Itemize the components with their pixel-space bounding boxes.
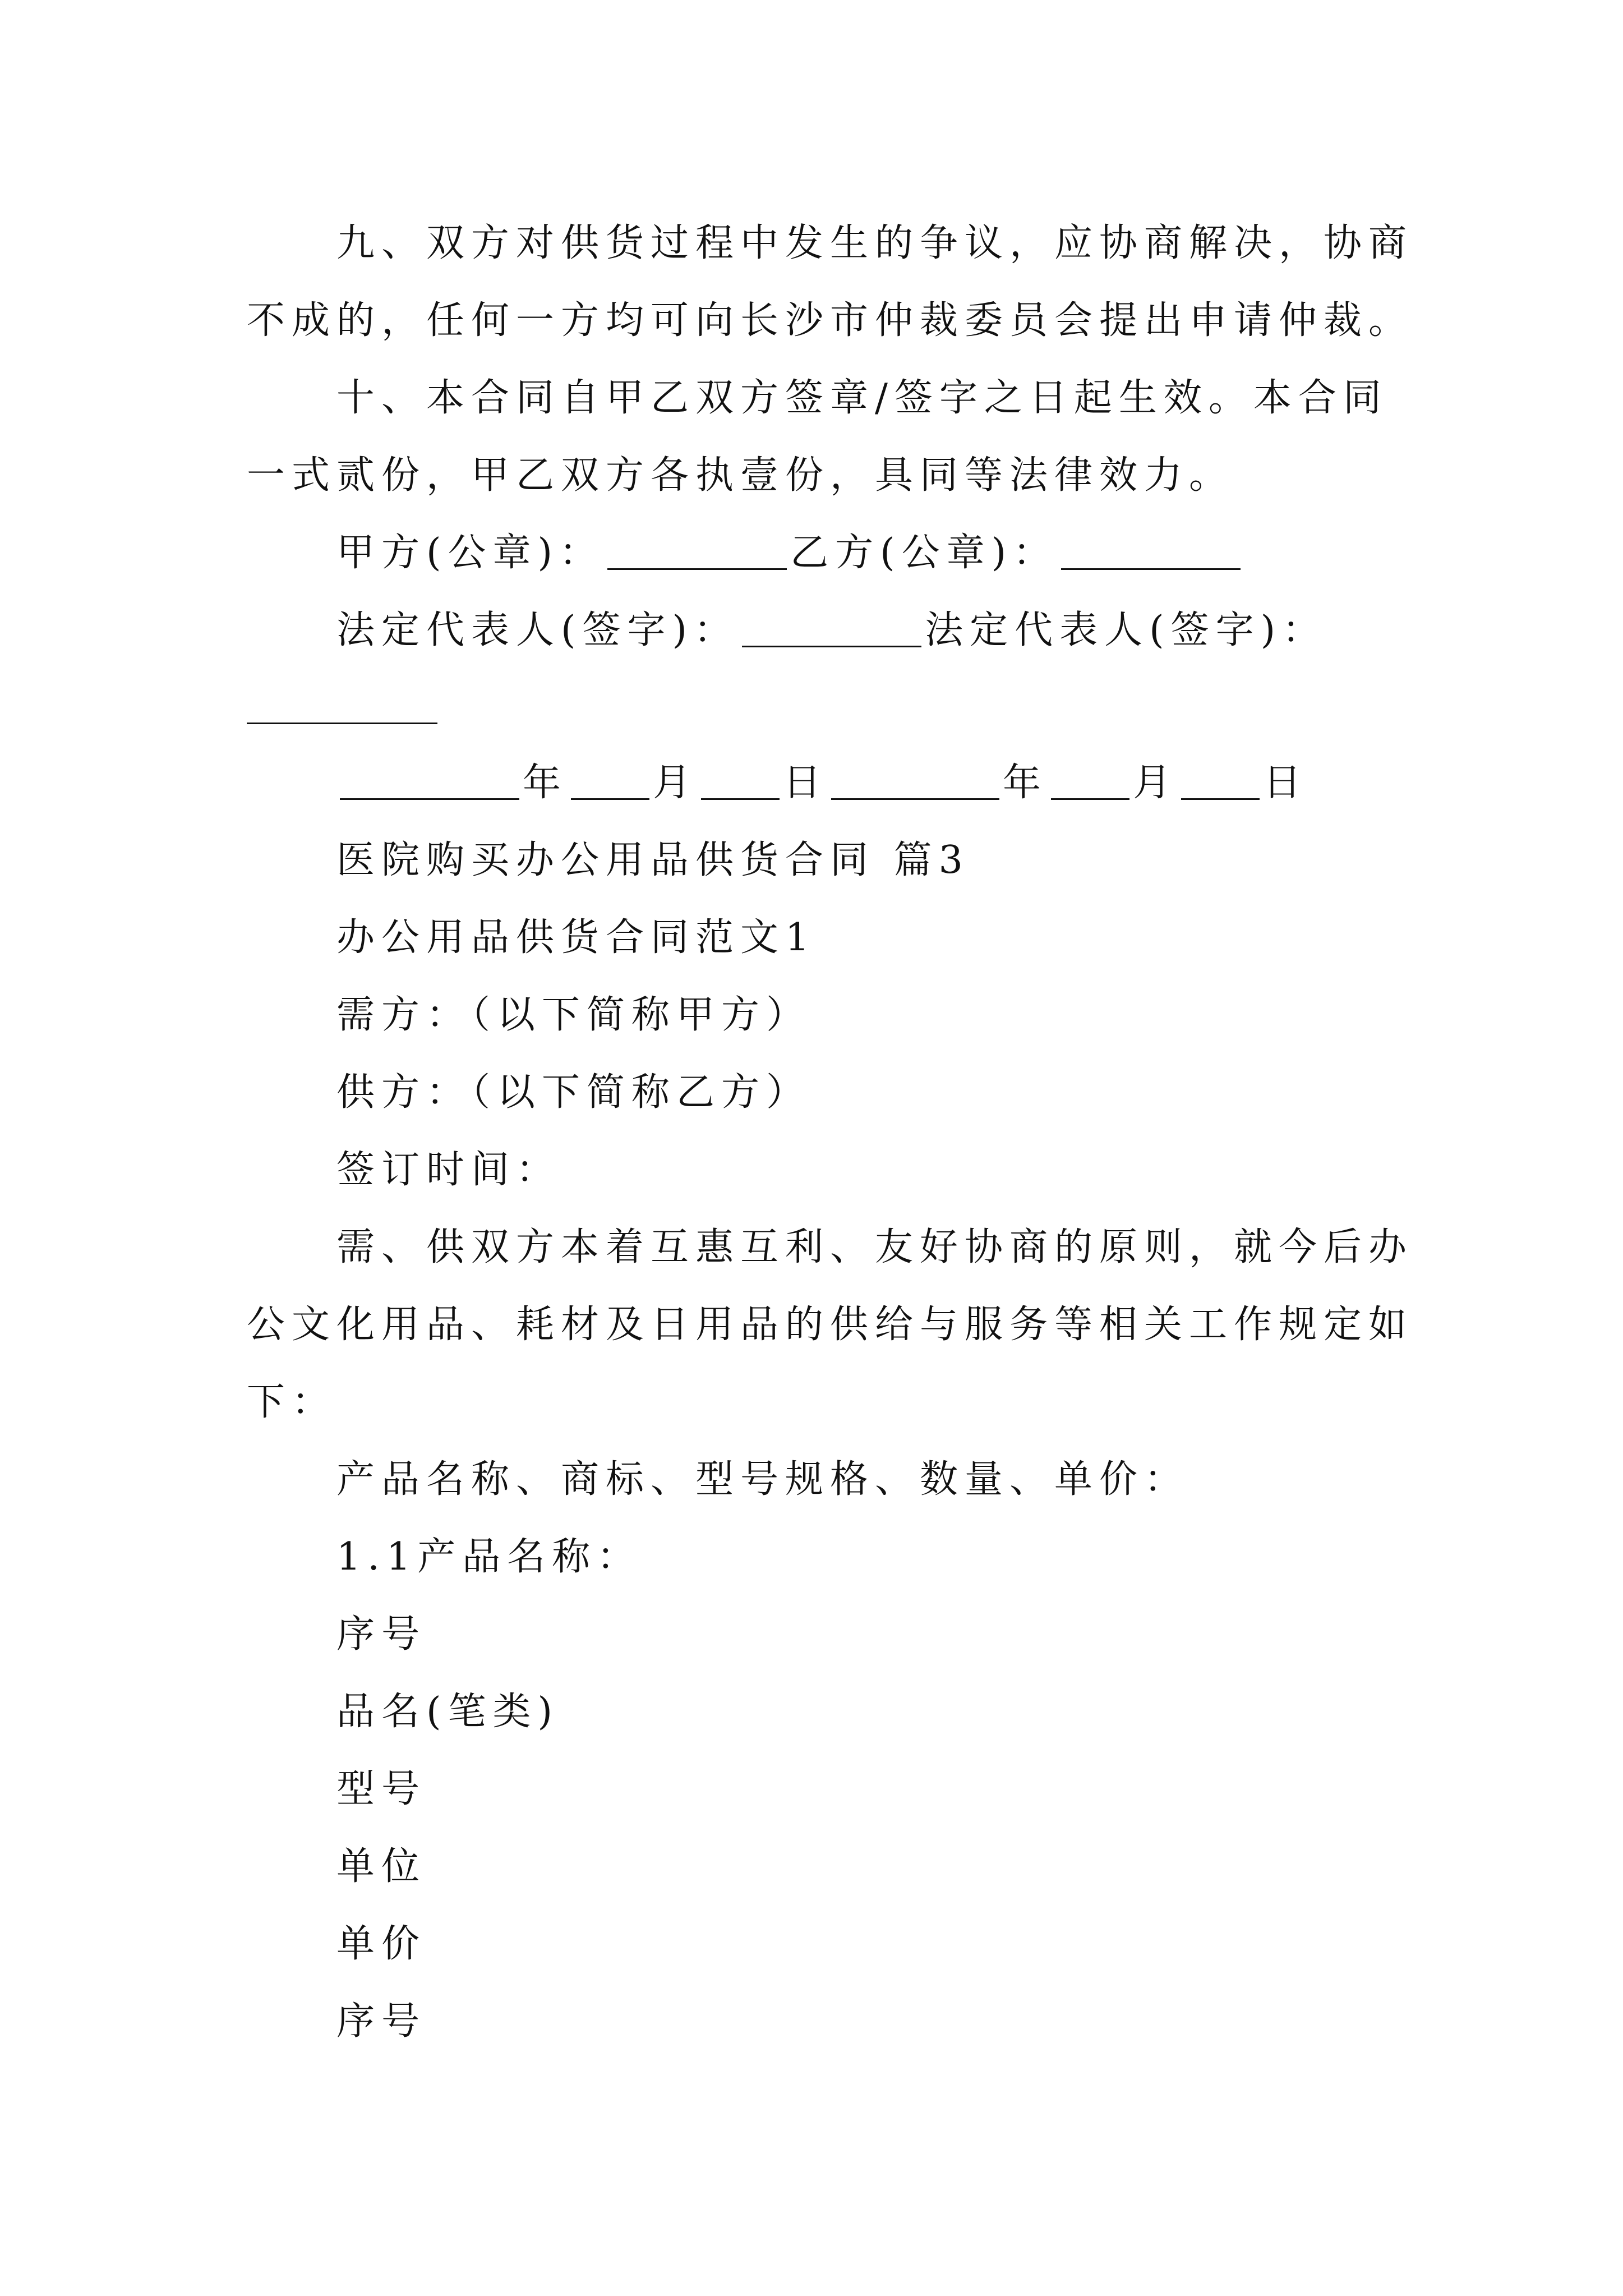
party-b-day-blank bbox=[1181, 769, 1260, 800]
party-b-day-label: 日 bbox=[1263, 761, 1308, 805]
party-b-seal-blank bbox=[1061, 539, 1241, 570]
party-b-rep-label: 法定代表人(签字)： bbox=[925, 608, 1327, 652]
seal-line bbox=[336, 531, 1244, 575]
party-b-seal-label: 乙方(公章)： bbox=[790, 531, 1058, 575]
column-index: 序号 bbox=[336, 1612, 427, 1657]
party-a-day-blank bbox=[701, 769, 780, 800]
section-3-heading: 医院购买办公用品供货合同 篇3 bbox=[336, 838, 970, 882]
party-b-rep-blank bbox=[247, 723, 437, 724]
section-3-subheading: 办公用品供货合同范文1 bbox=[336, 915, 817, 960]
product-1-1: 1.1产品名称： bbox=[336, 1535, 642, 1579]
representative-line bbox=[336, 608, 1327, 652]
party-a-seal-blank bbox=[607, 539, 787, 570]
party-a-day-label: 日 bbox=[783, 761, 828, 805]
demand-party-line: 需方：（以下简称甲方） bbox=[336, 993, 811, 1037]
paragraph-10-line-1: 十、本合同自甲乙双方签章/签字之日起生效。本合同 bbox=[336, 376, 1388, 420]
paragraph-10-line-2: 一式贰份，甲乙双方各执壹份，具同等法律效力。 bbox=[247, 453, 1234, 498]
supply-party-line: 供方：（以下简称乙方） bbox=[336, 1070, 811, 1115]
party-b-year-label: 年 bbox=[1003, 761, 1048, 805]
sign-time-line: 签订时间： bbox=[336, 1148, 561, 1192]
party-a-seal-label: 甲方(公章)： bbox=[336, 531, 605, 575]
intro-line-3: 下： bbox=[247, 1380, 337, 1424]
party-b-month-blank bbox=[1051, 769, 1129, 800]
intro-line-2: 公文化用品、耗材及日用品的供给与服务等相关工作规定如 bbox=[247, 1303, 1414, 1347]
column-model: 型号 bbox=[336, 1767, 427, 1811]
column-unit: 单位 bbox=[336, 1844, 427, 1889]
paragraph-9-line-2: 不成的，任何一方均可向长沙市仲裁委员会提出申请仲裁。 bbox=[247, 298, 1414, 343]
party-a-year-blank bbox=[340, 769, 519, 800]
column-price: 单价 bbox=[336, 1922, 427, 1966]
intro-line-1: 需、供双方本着互惠互利、友好协商的原则，就今后办 bbox=[336, 1225, 1414, 1269]
column-name: 品名(笔类) bbox=[336, 1690, 560, 1734]
party-a-month-label: 月 bbox=[653, 761, 698, 805]
party-a-year-label: 年 bbox=[523, 761, 568, 805]
date-line bbox=[336, 761, 1308, 805]
column-index-2: 序号 bbox=[336, 1999, 427, 2044]
party-a-rep-label: 法定代表人(签字)： bbox=[336, 608, 739, 652]
party-b-month-label: 月 bbox=[1133, 761, 1178, 805]
party-b-year-blank bbox=[831, 769, 999, 800]
party-a-rep-blank bbox=[742, 616, 921, 647]
party-a-month-blank bbox=[571, 769, 649, 800]
paragraph-9-line-1: 九、双方对供货过程中发生的争议，应协商解决，协商 bbox=[336, 221, 1414, 265]
product-header: 产品名称、商标、型号规格、数量、单价： bbox=[336, 1457, 1189, 1502]
